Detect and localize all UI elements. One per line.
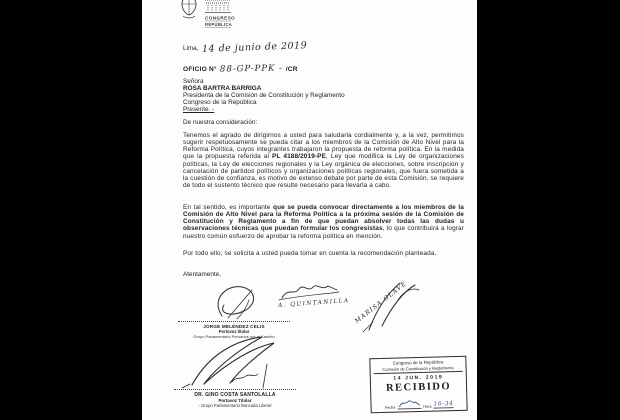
paragraph-1-text-a: Tenemos el agrado de dirigirnos a usted para saludarla cordialmente y, a la vez, permitimos sugerir respetuosamente se pueda citar a los miembros de la Comisión de Alto Nivel para la Reforma Política, cuyos integrantes trabajaron la propuesta de reforma política. En la medida que la propuesta referida al [183, 132, 464, 161]
letterhead-congreso-text: CONGRESO [205, 15, 235, 21]
congress-building-icon [205, 0, 231, 13]
scanned-letter-page [142, 0, 477, 420]
recipient-presente: Presente. - [183, 106, 215, 113]
quintanilla-handwritten-name: A. QUINTANILLA [278, 298, 350, 309]
handwritten-date: 14 de junio de 2019 [202, 40, 308, 55]
body-paragraph-1 [183, 125, 464, 189]
recipient-title: Presidenta de la Comisión de Constitución y Reglamento [183, 92, 345, 99]
paragraph-2-text-b: , lo que contribuirá a lograr nuestro común esfuerzo de aprobar la reforma política en mención. [183, 225, 465, 240]
stamp-fecha-hora-row [371, 398, 466, 410]
oficio-number-line [183, 58, 298, 76]
stamp-hora-handwritten-value: 16-34 [433, 400, 454, 408]
stamp-fecha-handwriting [397, 399, 421, 410]
paragraph-1-bold-pl-number: PL 4188/2019-PE [272, 153, 326, 161]
quintanilla-signature-stroke [279, 286, 339, 300]
melendez-role: Portavoz titular [218, 328, 250, 334]
recipient-name: ROSA BARTRA BARRIGA [183, 85, 262, 92]
signature-dotted-line [174, 389, 296, 390]
letter-closing: Atentamente, [183, 271, 222, 278]
melendez-group: Grupo Parlamentario Peruanos por el Kambio [193, 333, 275, 339]
melendez-signature-stroke [218, 287, 253, 319]
body-paragraph-3: Por todo ello, se solicita a usted pueda tomar en cuenta la recomendación planteada. [183, 250, 437, 257]
paragraph-1-text-b: , Ley que modifica la Ley de organizaciones políticas, la Ley de elecciones regionales y la Ley orgánica de elecciones, sobre inscripción y cancelación de partidos políticos y organizaciones políticas regionales, que fuera sometida a la cuestión de confianza, es motivo de extenso debate por parte de esta Comisión, se requiere de todo el sustento técnico que resulte necesario para llevarla a cabo. [183, 153, 464, 190]
congress-letterhead-logo [178, 0, 238, 33]
signature-dotted-line [178, 321, 290, 322]
oficio-suffix: /CR [285, 66, 298, 73]
handwritten-oficio-number: 88-GP-PPK - [219, 63, 283, 75]
stamp-date: 14 JUN. 2019 [393, 374, 444, 382]
stamp-hora-label: Hora [423, 404, 432, 409]
paragraph-2-text-a: En tal sentido, es importante [183, 204, 274, 211]
melendez-name: JORGE MELÉNDEZ CELIS [203, 323, 265, 329]
date-line [183, 37, 308, 55]
costa-name: DR. GINO COSTA SANTOLALLA [194, 391, 276, 398]
oficio-prefix: OFICIO N° [183, 66, 217, 73]
costa-signature-stroke [174, 330, 314, 390]
recipient-block [183, 78, 345, 113]
stamp-org-line: Congreso de la República [392, 359, 444, 366]
recipient-salutation: Señora [183, 78, 204, 85]
stamp-received-text: RECIBIDO [385, 381, 452, 394]
recipient-organization: Congreso de la República [183, 99, 257, 106]
costa-group: - Grupo Parlamentario Bancada Liberal [198, 402, 272, 408]
body-paragraph-2 [183, 204, 464, 240]
date-city-label: Lima, [183, 45, 199, 52]
received-stamp [369, 356, 467, 414]
letterhead-republica-text: REPÚBLICA [205, 22, 233, 27]
peru-coat-of-arms-icon [182, 0, 196, 18]
glave-handwritten-name: MARISA GLAVE [353, 280, 409, 325]
stamp-commission-line: Comisión de Constitución y Reglamento [382, 365, 454, 372]
paragraph-2-bold-request: que se pueda convocar directamente a los miembros de la Comisión de Alto Nivel para la Reforma Política a la próxima sesión de la Comisión de Constitución y Reglamento a fin de que puedan absolver todas las dudas u observaciones técnicas que puedan formular los congresistas [183, 204, 464, 233]
letter-greeting: De nuestra consideración: [183, 119, 258, 126]
costa-signature-block [174, 389, 296, 408]
costa-role: Portavoz Titular [218, 397, 252, 403]
stamp-fecha-label: Fecha [384, 405, 396, 410]
